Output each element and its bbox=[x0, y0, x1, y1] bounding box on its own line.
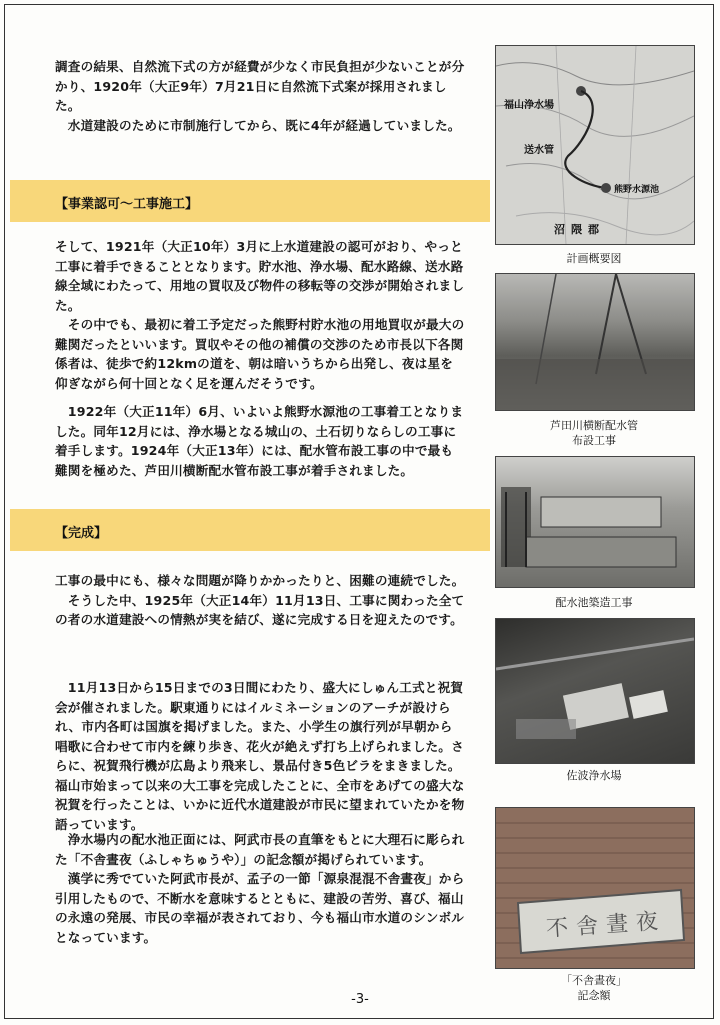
caption-river-pipe-line2: 布設工事 bbox=[572, 434, 616, 447]
section-1-block-a bbox=[55, 237, 465, 393]
section-2-block-b bbox=[55, 678, 465, 834]
paragraph-6: 工事の最中にも、様々な問題が降りかかったりと、困難の連続でした。 bbox=[55, 573, 465, 588]
section-heading-approval: 【事業認可〜工事施工】 bbox=[55, 197, 199, 212]
section-1-block-b bbox=[55, 402, 465, 480]
map-label-district: 沼隈郡 bbox=[554, 223, 605, 236]
caption-river-pipe bbox=[495, 418, 693, 448]
reservoir-drawing bbox=[496, 457, 694, 587]
section-2-block-c bbox=[55, 830, 465, 947]
brick-wall-drawing bbox=[496, 808, 694, 968]
caption-river-pipe-line1: 芦田川横断配水管 bbox=[550, 419, 638, 432]
caption-plaque-line1: 「不舎晝夜」 bbox=[561, 974, 627, 987]
reservoir-construction-photo bbox=[495, 456, 695, 588]
river-pipe-photo bbox=[495, 273, 695, 411]
paragraph-7: そうした中、1925年（大正14年）11月13日、工事に関わった全ての者の水道建設への情熱が実を結び、遂に完成する日を迎えたのです。 bbox=[55, 592, 465, 627]
section-heading-completion: 【完成】 bbox=[55, 526, 108, 541]
map-label-pipe: 送水管 bbox=[524, 145, 554, 156]
paragraph-1: 調査の結果、自然流下式の方が経費が少なく市民負担が少ないことが分かり、1920年（大正9年）7月21日に自然流下式案が採用されました。 bbox=[55, 59, 465, 113]
paragraph-2: 水道建設のために市制施行してから、既に4年が経過していました。 bbox=[55, 117, 461, 133]
paragraph-3: そして、1921年（大正10年）3月に上水道建設の認可がおり、やっと工事に着手できることとなります。貯水池、浄水場、配水路線、送水路線全域にわたって、用地の買収及び物件の移転等の交渉が開始されました。 bbox=[55, 239, 465, 313]
paragraph-9: 浄水場内の配水池正面には、阿武市長の直筆をもとに大理石に彫られた「不舎晝夜（ふしゃちゅうや）」の記念額が掲げられています。 bbox=[55, 832, 465, 867]
plaque-photo bbox=[495, 807, 695, 969]
paragraph-5: 1922年（大正11年）6月、いよいよ熊野水源池の工事着工となりました。同年12月には、浄水場となる城山の、土石切りならしの工事に着手します。1924年（大正13年）には、配水管布設工事の中で最も難関を極めた、芦田川横断配水管布設工事が着手されました。 bbox=[55, 404, 464, 478]
map-label-source: 熊野水源池 bbox=[614, 185, 660, 195]
paragraph-8: 11月13日から15日までの3日間にわたり、盛大にしゅん工式と祝賀会が催されました。駅東通りにはイルミネーションのアーチが設けられ、市内各町は国旗を掲げました。また、小学生の旗行列が早朝から唱歌に合わせて市内を練り歩き、花火が絶えず打ち上げられました。さらに、祝賀飛行機が広島より飛来し、景品付き5色ビラをまきました。福山市始まって以来の大工事を完成したことに、全市をあげての盛大な祝賀を行ったことは、いかに近代水道建設が市民に望まれていたかを物語っています。 bbox=[55, 680, 465, 832]
caption-sawa-plant: 佐波浄水場 bbox=[566, 769, 622, 782]
paragraph-4: その中でも、最初に着工予定だった熊野村貯水池の用地買収が最大の難関だったといいます。買収やその他の補償の交渉のため市長以下各関係者は、徒歩で約12kmの道を、朝は暗いうちから出発し、夜は星を仰ぎながら何十回となく足を運んだそうです。 bbox=[55, 317, 465, 391]
aerial-drawing bbox=[496, 619, 694, 763]
paragraph-10: 漢学に秀でていた阿武市長が、孟子の一節「源泉混混不舎晝夜」から引用したもので、不断水を意味するとともに、建設の苦労、喜び、福山の永遠の発展、市民の幸福が表されており、今も福山市水道のシンボルとなっています。 bbox=[55, 871, 465, 945]
caption-plan-map: 計画概要図 bbox=[566, 252, 622, 265]
page-number: -3- bbox=[351, 992, 369, 1007]
river-pipe-drawing bbox=[496, 274, 694, 410]
caption-reservoir: 配水池築造工事 bbox=[555, 596, 633, 609]
intro-block bbox=[55, 57, 465, 135]
plaque-inscription: 不舎晝夜 bbox=[545, 908, 667, 943]
map-label-purification: 福山浄水場 bbox=[504, 100, 554, 111]
plan-overview-map bbox=[495, 45, 695, 245]
section-2-block-a bbox=[55, 571, 465, 630]
caption-plaque-line2: 記念額 bbox=[577, 989, 611, 1002]
aerial-plant-photo bbox=[495, 618, 695, 764]
